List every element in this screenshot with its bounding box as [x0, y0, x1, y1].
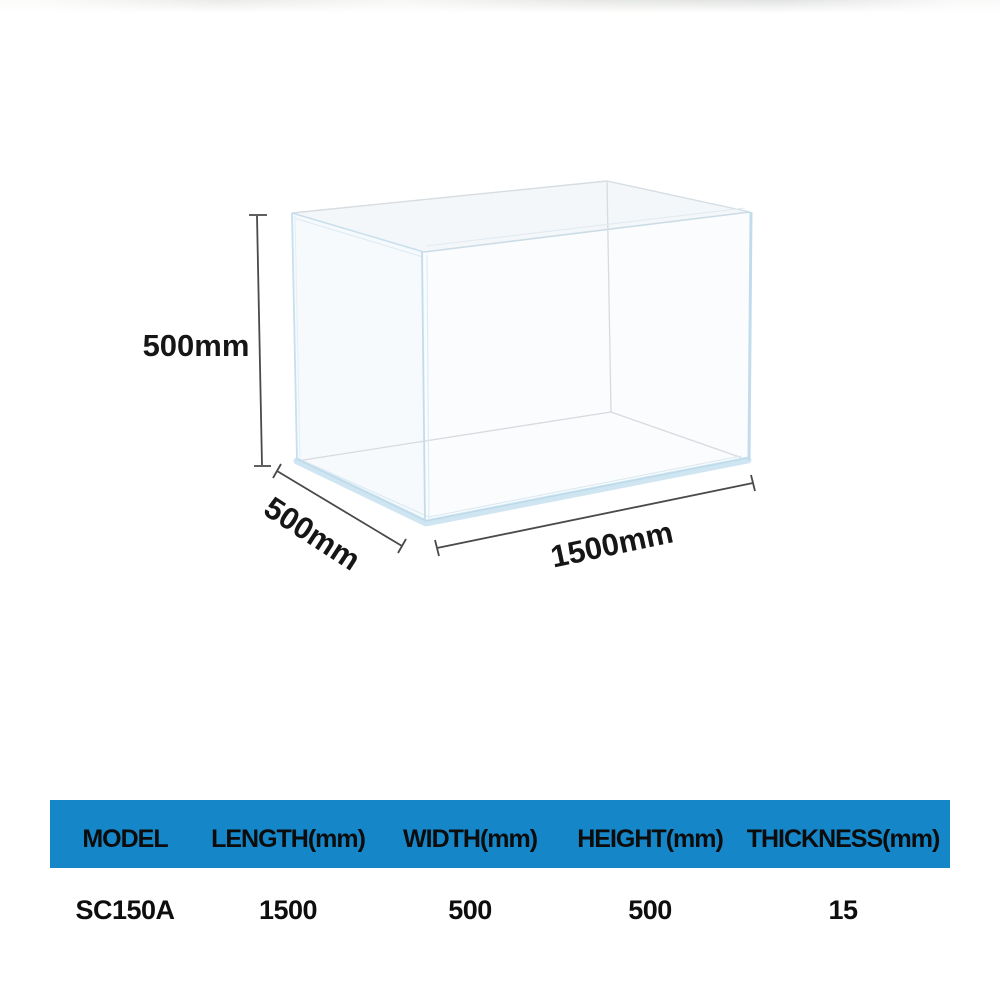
header-length: LENGTH(mm) — [211, 824, 365, 853]
header-thickness: THICKNESS(mm) — [746, 824, 940, 853]
depth-dimension-label: 500mm — [257, 489, 367, 578]
height-dimension-line — [257, 216, 262, 465]
tank-left-face — [292, 213, 426, 523]
value-length: 1500 — [258, 894, 318, 925]
value-width: 500 — [448, 894, 492, 925]
front-right-vertical-edge — [749, 212, 751, 460]
height-dimension — [249, 215, 271, 466]
header-height: HEIGHT(mm) — [577, 824, 723, 853]
value-thickness: 15 — [828, 894, 858, 925]
depth-dimension-start-tick — [273, 464, 281, 478]
depth-dimension-end-tick — [398, 539, 406, 553]
value-model: SC150A — [75, 894, 175, 925]
value-height: 500 — [628, 894, 672, 925]
spec-table-row — [50, 888, 950, 932]
spec-table-header — [50, 800, 950, 868]
header-model: MODEL — [82, 824, 168, 853]
header-width: WIDTH(mm) — [403, 824, 538, 853]
height-dimension-label: 500mm — [142, 328, 250, 363]
length-dimension-label: 1500mm — [547, 514, 677, 575]
spec-table — [50, 800, 950, 932]
tank-front-face — [424, 212, 750, 523]
